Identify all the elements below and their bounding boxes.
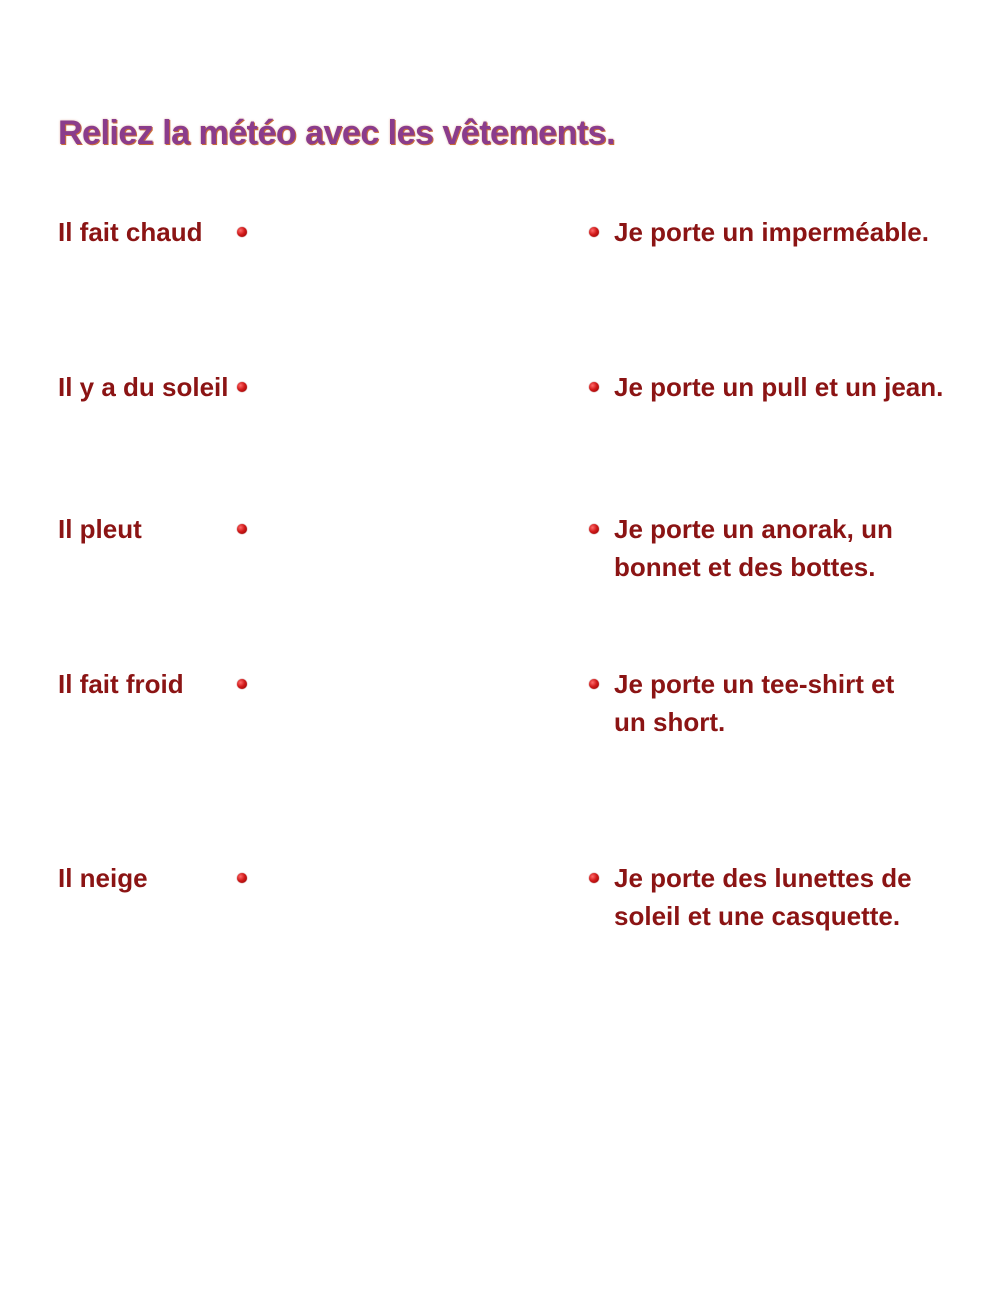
weather-dot-sunny[interactable] xyxy=(237,382,247,392)
weather-dot-snow[interactable] xyxy=(237,873,247,883)
weather-label-snow: Il neige xyxy=(58,863,148,893)
clothes-dot-sunglasses[interactable] xyxy=(589,873,599,883)
weather-dot-rain[interactable] xyxy=(237,524,247,534)
weather-label-cold: Il fait froid xyxy=(58,669,184,699)
clothes-dot-sweater[interactable] xyxy=(589,382,599,392)
page-title: Reliez la météo avec les vêtements. xyxy=(58,114,616,152)
clothes-dot-raincoat[interactable] xyxy=(589,227,599,237)
weather-label-hot: Il fait chaud xyxy=(58,217,203,247)
weather-label-rain: Il pleut xyxy=(58,514,142,544)
weather-label-sunny: Il y a du soleil xyxy=(58,372,229,402)
clothes-label-tshirt: Je porte un tee-shirt et un short. xyxy=(614,669,895,737)
weather-dot-hot[interactable] xyxy=(237,227,247,237)
clothes-label-anorak: Je porte un anorak, un bonnet et des bottes. xyxy=(614,514,893,582)
clothes-label-sunglasses: Je porte des lunettes de soleil et une casquette. xyxy=(614,863,912,931)
clothes-label-raincoat: Je porte un imperméable. xyxy=(614,217,929,247)
clothes-label-sweater: Je porte un pull et un jean. xyxy=(614,372,944,402)
clothes-dot-tshirt[interactable] xyxy=(589,679,599,689)
clothes-dot-anorak[interactable] xyxy=(589,524,599,534)
weather-dot-cold[interactable] xyxy=(237,679,247,689)
